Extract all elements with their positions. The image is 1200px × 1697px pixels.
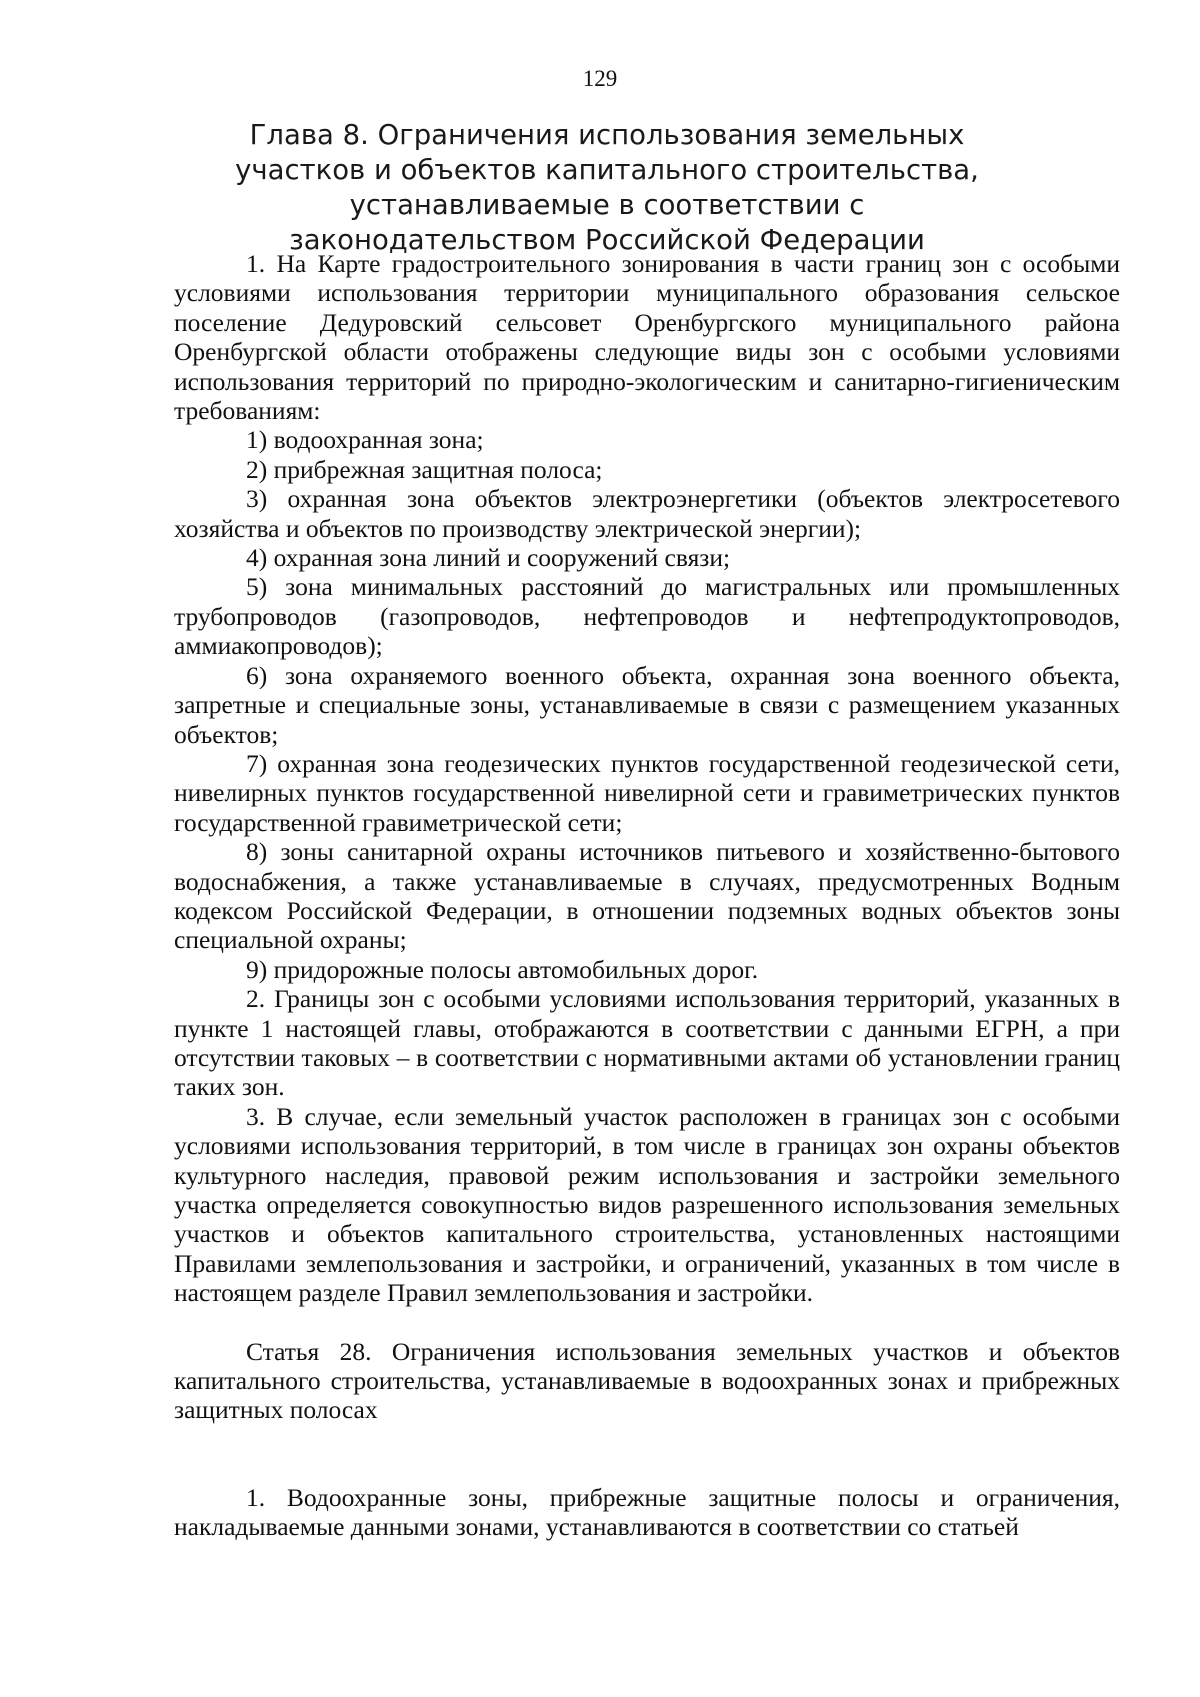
article-paragraph: 1. Водоохранные зоны, прибрежные защитные полосы и ограничения, накладываемые данными зонами, устанавливаются в соответствии со статьей [174, 1482, 1120, 1542]
list-item-pipelines-zone: 5) зона минимальных расстояний до магистральных или промышленных трубопроводов (газопроводов, нефтепроводов и нефтепродуктопроводов, аммиакопроводов); [174, 572, 1120, 661]
list-item-power-grid-zone: 3) охранная зона объектов электроэнергетики (объектов электросетевого хозяйства и объектов по производству электрической энергии); [174, 484, 1120, 543]
paragraph-zones-intro: 1. На Карте градостроительного зонирования в части границ зон с особыми условиями использования территории муниципального образования сельское поселение Дедуровский сельсовет Оренбургского муниципального района Оренбургской области отображены следующие виды зон с особыми условиями использования территорий по природно-экологическим и санитарно-гигиеническим требованиям: [174, 249, 1120, 426]
chapter-title: Глава 8. Ограничения использования земельных участков и объектов капитального строительства, устанавливаемые в соответствии с законодательством Российской Федерации [235, 119, 979, 256]
body-text [174, 249, 1120, 1542]
page-number: 129 [582, 66, 618, 91]
list-item-water-protection-zone: 1) водоохранная зона; [246, 425, 484, 455]
list-item-military-zone: 6) зона охраняемого военного объекта, охранная зона военного объекта, запретные и специальные зоны, устанавливаемые в связи с размещением указанных объектов; [174, 660, 1120, 749]
list-item-coastal-strip: 2) прибрежная защитная полоса; [246, 454, 603, 484]
paragraph-legal-regime: 3. В случае, если земельный участок расположен в границах зон с особыми условиями использования территорий, в том числе в границах зон охраны объектов культурного наследия, правовой режим использования и застройки земельного участка определяется совокупностью видов разрешенного использования земельных участков и объектов капитального строительства, установленных настоящими Правилами землепользования и застройки, и ограничений, указанных в том числе в настоящем разделе Правил землепользования и застройки. [174, 1101, 1120, 1308]
list-item-communication-lines-zone: 4) охранная зона линий и сооружений связи; [246, 543, 731, 573]
list-item-roadside-strips: 9) придорожные полосы автомобильных дорог. [246, 954, 759, 984]
article-heading: Статья 28. Ограничения использования земельных участков и объектов капитального строительства, устанавливаемые в водоохранных зонах и прибрежных защитных полосах [174, 1336, 1120, 1425]
list-item-geodetic-points-zone: 7) охранная зона геодезических пунктов государственной геодезической сети, нивелирных пунктов государственной нивелирной сети и гравиметрических пунктов государственной гравиметрической сети; [174, 748, 1120, 837]
paragraph-zone-boundaries: 2. Границы зон с особыми условиями использования территорий, указанных в пункте 1 настоящей главы, отображаются в соответствии с данными ЕГРН, а при отсутствии таковых – в соответствии с нормативными актами об установлении границ таких зон. [174, 984, 1120, 1102]
list-item-sanitary-zone: 8) зоны санитарной охраны источников питьевого и хозяйственно-бытового водоснабжения, а также устанавливаемые в случаях, предусмотренных Водным кодексом Российской Федерации, в отношении подземных водных объектов зоны специальной охраны; [174, 837, 1120, 955]
